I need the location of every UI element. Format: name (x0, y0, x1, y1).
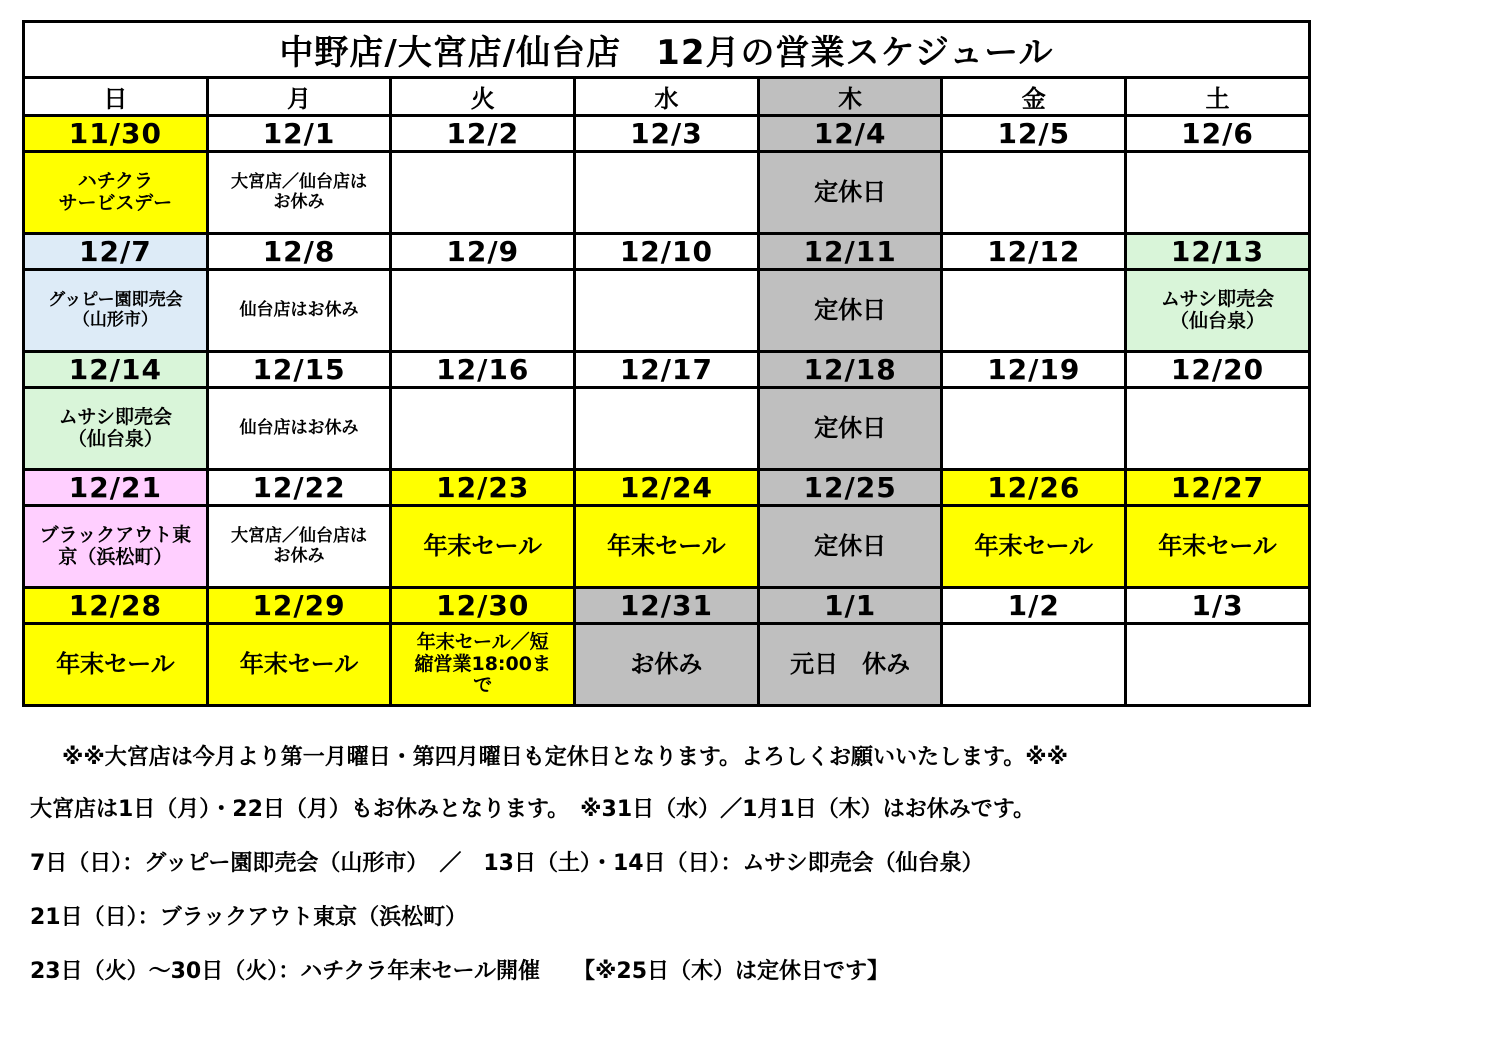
date-cell: 12/30 (391, 588, 575, 624)
date-cell: 12/11 (758, 234, 942, 270)
day-note-cell (207, 624, 391, 706)
day-note-line: 年末セール (974, 531, 1094, 560)
weekday-header: 水 (575, 78, 759, 116)
title-row (24, 22, 1310, 78)
day-note-cell (942, 388, 1126, 470)
schedule-title: 中野店/大宮店/仙台店 12月の営業スケジュール (24, 22, 1310, 78)
date-cell: 12/28 (24, 588, 208, 624)
day-note-line: 大宮店／仙台店は (231, 171, 368, 192)
date-cell: 12/5 (942, 116, 1126, 152)
day-note-cell (391, 270, 575, 352)
day-note-cell (942, 270, 1126, 352)
day-note-cell (758, 270, 942, 352)
weekday-header: 木 (758, 78, 942, 116)
day-note-cell (207, 506, 391, 588)
day-note-cell (1126, 270, 1310, 352)
date-cell: 12/26 (942, 470, 1126, 506)
day-note-cell (758, 506, 942, 588)
footer-line: 大宮店は1日（月）・22日（月）もお休みとなります。 ※31日（水）／1月1日（木）はお休みです。 (30, 797, 1036, 822)
day-note-cell (24, 506, 208, 588)
date-cell: 12/12 (942, 234, 1126, 270)
day-note-cell (942, 506, 1126, 588)
day-note-line: 元日 休み (790, 649, 911, 678)
day-note-line: ムサシ即売会 (1160, 287, 1275, 310)
date-cell: 12/20 (1126, 352, 1310, 388)
date-cell: 12/14 (24, 352, 208, 388)
date-cell: 12/27 (1126, 470, 1310, 506)
day-note-cell (942, 152, 1126, 234)
date-cell: 12/1 (207, 116, 391, 152)
date-cell: 12/7 (24, 234, 208, 270)
weekday-header-row (24, 78, 1310, 116)
day-note-cell (575, 152, 759, 234)
date-cell: 12/4 (758, 116, 942, 152)
weekday-header: 日 (24, 78, 208, 116)
day-note-line: 縮営業18:00ま (414, 652, 551, 675)
day-note-line: お休み (630, 649, 703, 678)
day-note-cell (575, 388, 759, 470)
day-note-cell (575, 624, 759, 706)
weekday-header: 金 (942, 78, 1126, 116)
day-note-cell (24, 388, 208, 470)
day-note-line: 大宮店／仙台店は (231, 525, 368, 546)
day-note-cell (391, 506, 575, 588)
date-row (24, 470, 1310, 506)
weekday-header: 土 (1126, 78, 1310, 116)
day-note-line: ハチクラ (77, 169, 153, 192)
date-cell: 12/2 (391, 116, 575, 152)
date-row (24, 352, 1310, 388)
day-note-line: （仙台泉） (1169, 309, 1265, 332)
day-note-cell (207, 152, 391, 234)
note-row (24, 152, 1310, 234)
date-cell: 11/30 (24, 116, 208, 152)
day-note-cell (207, 388, 391, 470)
day-note-line: 年末セール (423, 531, 542, 560)
footer-notice: ※※大宮店は今月より第一月曜日・第四月曜日も定休日となります。よろしくお願いいたします。※※ (62, 745, 1069, 770)
weekday-header: 月 (207, 78, 391, 116)
day-note-line: （山形市） (72, 309, 158, 330)
date-cell: 12/10 (575, 234, 759, 270)
day-note-cell (575, 270, 759, 352)
day-note-line: 定休日 (814, 413, 887, 442)
day-note-line: ブラックアウト東 (39, 523, 192, 546)
footer-line: 7日（日）：グッピー園即売会（山形市） ／ 13日（土）・14日（日）：ムサシ即売会（仙台泉） (30, 851, 984, 876)
day-note-line: お休み (273, 191, 325, 212)
day-note-line: 定休日 (814, 177, 887, 206)
day-note-cell (391, 388, 575, 470)
date-cell: 12/17 (575, 352, 759, 388)
day-note-line: 年末セール (1158, 531, 1277, 560)
day-note-line: 年末セール (239, 649, 359, 678)
date-cell: 12/9 (391, 234, 575, 270)
day-note-cell (758, 624, 942, 706)
day-note-line: ムサシ即売会 (58, 405, 172, 428)
date-cell: 12/19 (942, 352, 1126, 388)
date-row (24, 116, 1310, 152)
date-cell: 12/18 (758, 352, 942, 388)
date-row (24, 234, 1310, 270)
day-note-line: グッピー園即売会 (48, 289, 183, 310)
weekday-header: 火 (391, 78, 575, 116)
day-note-line: 定休日 (814, 295, 887, 324)
day-note-cell (1126, 624, 1310, 706)
day-note-cell (758, 388, 942, 470)
date-cell: 1/3 (1126, 588, 1310, 624)
day-note-cell (942, 624, 1126, 706)
date-cell: 12/29 (207, 588, 391, 624)
day-note-cell (24, 270, 208, 352)
day-note-cell (24, 624, 208, 706)
date-cell: 12/22 (207, 470, 391, 506)
date-cell: 12/15 (207, 352, 391, 388)
day-note-line: サービスデー (58, 191, 173, 214)
date-cell: 12/24 (575, 470, 759, 506)
date-cell: 12/8 (207, 234, 391, 270)
date-cell: 1/1 (758, 588, 942, 624)
day-note-line: （仙台泉） (67, 427, 163, 450)
day-note-cell (758, 152, 942, 234)
day-note-cell (1126, 506, 1310, 588)
day-note-line: 仙台店はお休み (239, 299, 359, 320)
date-cell: 12/3 (575, 116, 759, 152)
footer-line: 23日（火）～30日（火）：ハチクラ年末セール開催 【※25日（木）は定休日です】 (30, 959, 890, 984)
date-cell: 12/25 (758, 470, 942, 506)
footer-line: 21日（日）：ブラックアウト東京（浜松町） (30, 905, 468, 930)
note-row (24, 270, 1310, 352)
day-note-line: 定休日 (814, 531, 887, 560)
day-note-cell (391, 152, 575, 234)
date-cell: 12/23 (391, 470, 575, 506)
date-cell: 12/6 (1126, 116, 1310, 152)
date-cell: 1/2 (942, 588, 1126, 624)
date-cell: 12/13 (1126, 234, 1310, 270)
day-note-line: 年末セール／短 (416, 630, 549, 653)
day-note-cell (1126, 152, 1310, 234)
date-row (24, 588, 1310, 624)
note-row (24, 388, 1310, 470)
date-cell: 12/21 (24, 470, 208, 506)
day-note-cell (391, 624, 575, 706)
day-note-line: 仙台店はお休み (239, 417, 359, 438)
day-note-line: 年末セール (607, 531, 726, 560)
day-note-cell (575, 506, 759, 588)
day-note-line: 年末セール (56, 649, 175, 678)
day-note-cell (1126, 388, 1310, 470)
day-note-cell (24, 152, 208, 234)
note-row (24, 624, 1310, 706)
schedule-table (22, 20, 1311, 707)
day-note-cell (207, 270, 391, 352)
date-cell: 12/31 (575, 588, 759, 624)
date-cell: 12/16 (391, 352, 575, 388)
note-row (24, 506, 1310, 588)
day-note-line: で (473, 674, 493, 697)
day-note-line: 京（浜松町） (58, 545, 173, 568)
schedule-body (24, 22, 1310, 706)
day-note-line: お休み (273, 545, 325, 566)
